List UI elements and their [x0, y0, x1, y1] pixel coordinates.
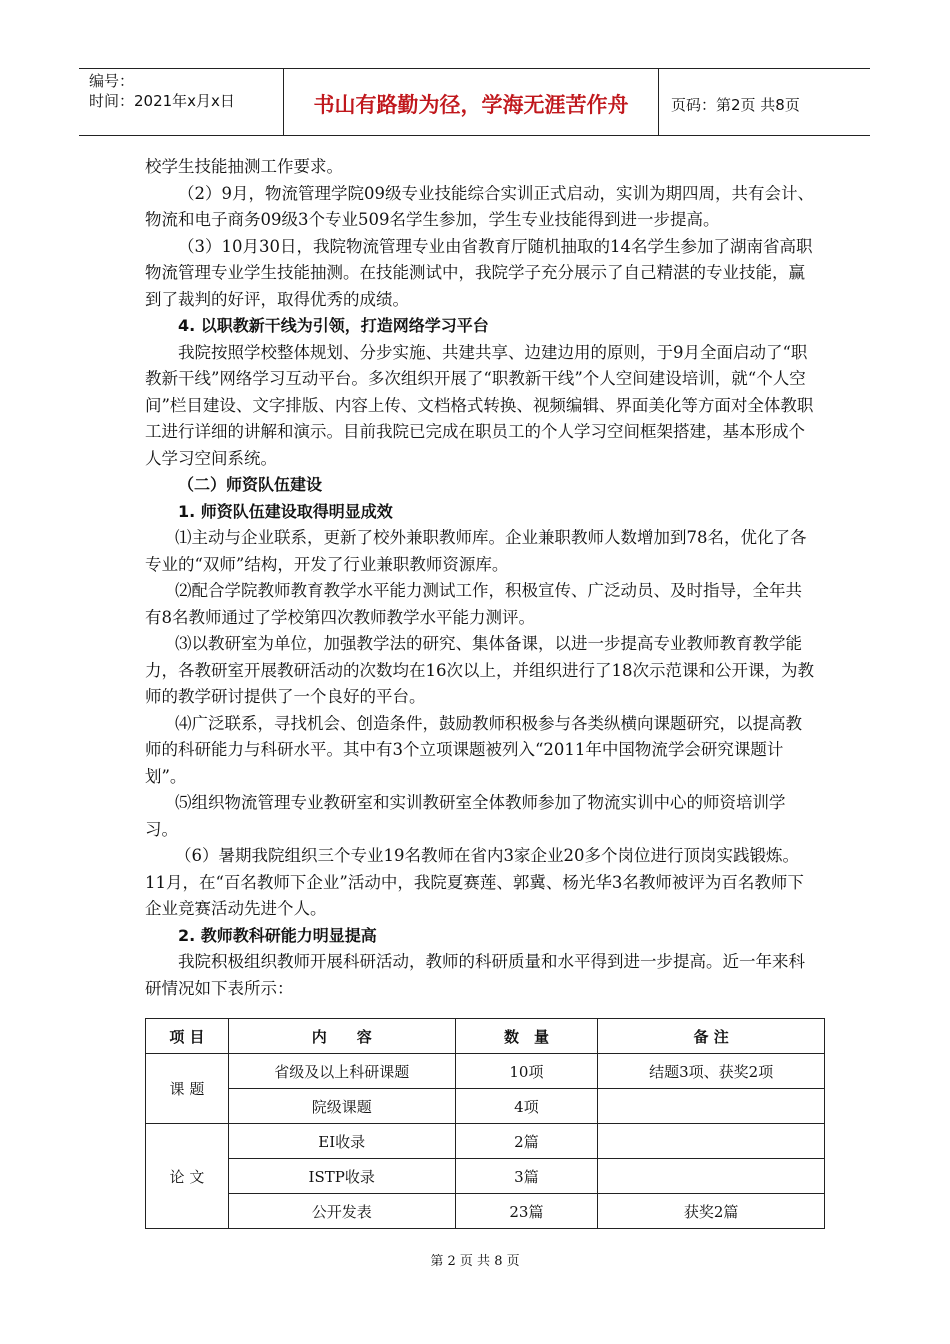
- table-cell: 2篇: [455, 1124, 598, 1159]
- paragraph: （6）暑期我院组织三个专业19名教师在省内3家企业20多个岗位进行顶岗实践锻炼。11月，在“百名教师下企业”活动中，我院夏赛莲、郭冀、杨光华3名教师被评为百名教师下企业竞赛活动先进个人。: [145, 846, 804, 918]
- paragraph: ⑷广泛联系，寻找机会、创造条件，鼓励教师积极参与各类纵横向课题研究，以提高教师的科研能力与科研水平。其中有3个立项课题被列入“2011年中国物流学会研究课题计划”。: [145, 713, 802, 786]
- paragraph: ⑴主动与企业联系，更新了校外兼职教师库。企业兼职教师人数增加到78名，优化了各专业的“双师”结构，开发了行业兼职教师资源库。: [145, 528, 807, 574]
- paragraph: （3）10月30日，我院物流管理专业由省教育厅随机抽取的14名学生参加了湖南省高职物流管理专业学生技能抽测。在技能测试中，我院学子充分展示了自己精湛的专业技能，赢到了裁判的好评，取得优秀的成绩。: [145, 236, 813, 309]
- table-cell: 获奖2篇: [598, 1194, 825, 1229]
- table-header-row: [146, 1019, 825, 1054]
- paragraph: ⑸组织物流管理专业教研室和实训教研室全体教师参加了物流实训中心的师资培训学习。: [145, 793, 786, 839]
- page-footer: 第 2 页 共 8 页: [430, 1254, 520, 1269]
- table-cell: EI收录: [228, 1124, 455, 1159]
- section-heading: （二）师资队伍建设: [178, 475, 323, 494]
- section-heading: 2. 教师教科研能力明显提高: [178, 925, 377, 945]
- table-row: [146, 1159, 825, 1194]
- paragraph: 我院按照学校整体规划、分步实施、共建共享、边建边用的原则，于9月全面启动了“职教新干线”网络学习互动平台。多次组织开展了“职教新干线”个人空间建设培训，就“个人空间”栏目建设、文字排版、内容上传、文档格式转换、视频编辑、界面美化等方面对全体教职工进行详细的讲解和演示。目前我院已完成在职员工的个人学习空间框架搭建，基本形成个人学习空间系统。: [145, 342, 814, 468]
- table-row: [146, 1054, 825, 1089]
- column-header: 数 量: [455, 1019, 598, 1054]
- group-label: 论 文: [146, 1124, 229, 1229]
- table-cell: 3篇: [455, 1159, 598, 1194]
- table-row: [146, 1124, 825, 1159]
- table-cell: [598, 1089, 825, 1124]
- table-cell: 省级及以上科研课题: [228, 1054, 455, 1089]
- paragraph: ⑵配合学院教师教育教学水平能力测试工作，积极宣传、广泛动员、及时指导，全年共有8名教师通过了学校第四次教师教学水平能力测评。: [145, 581, 802, 627]
- group-label: 课 题: [146, 1054, 229, 1124]
- header-page-info: 页码：第2页 共8页: [671, 95, 800, 114]
- table-cell: 院级课题: [228, 1089, 455, 1124]
- page-header: [79, 68, 870, 136]
- table-cell: 10项: [455, 1054, 598, 1089]
- table-cell: 公开发表: [228, 1194, 455, 1229]
- header-meta: [79, 69, 284, 135]
- table-cell: 4项: [455, 1089, 598, 1124]
- paragraph: 校学生技能抽测工作要求。: [145, 157, 343, 176]
- table-cell: 23篇: [455, 1194, 598, 1229]
- table-row: [146, 1194, 825, 1229]
- header-date: 时间：2021年x月x日: [89, 92, 235, 110]
- header-number: 编号：: [89, 72, 135, 90]
- paragraph: 我院积极组织教师开展科研活动，教师的科研质量和水平得到进一步提高。近一年来科研情况如下表所示：: [145, 952, 805, 998]
- table-cell: ISTP收录: [228, 1159, 455, 1194]
- paragraph: （2）9月，物流管理学院09级专业技能综合实训正式启动，实训为期四周，共有会计、物流和电子商务09级3个专业509名学生参加，学生专业技能得到进一步提高。: [145, 183, 814, 229]
- paragraph: ⑶以教研室为单位，加强教学法的研究、集体备课，以进一步提高专业教师教育教学能力，各教研室开展教研活动的次数均在16次以上，并组织进行了18次示范课和公开课，为教师的教学研讨提供了一个良好的平台。: [145, 634, 814, 706]
- section-heading: 1. 师资队伍建设取得明显成效: [178, 501, 393, 521]
- column-header: 内 容: [228, 1019, 455, 1054]
- research-table: [145, 1018, 825, 1229]
- header-motto: 书山有路勤为径，学海无涯苦作舟: [284, 69, 659, 135]
- table-row: [146, 1089, 825, 1124]
- table-cell: 结题3项、获奖2项: [598, 1054, 825, 1089]
- document-body: [145, 154, 815, 1002]
- table-cell: [598, 1124, 825, 1159]
- column-header: 备 注: [598, 1019, 825, 1054]
- section-heading: 4. 以职教新干线为引领，打造网络学习平台: [178, 316, 489, 335]
- column-header: 项 目: [146, 1019, 229, 1054]
- table-cell: [598, 1159, 825, 1194]
